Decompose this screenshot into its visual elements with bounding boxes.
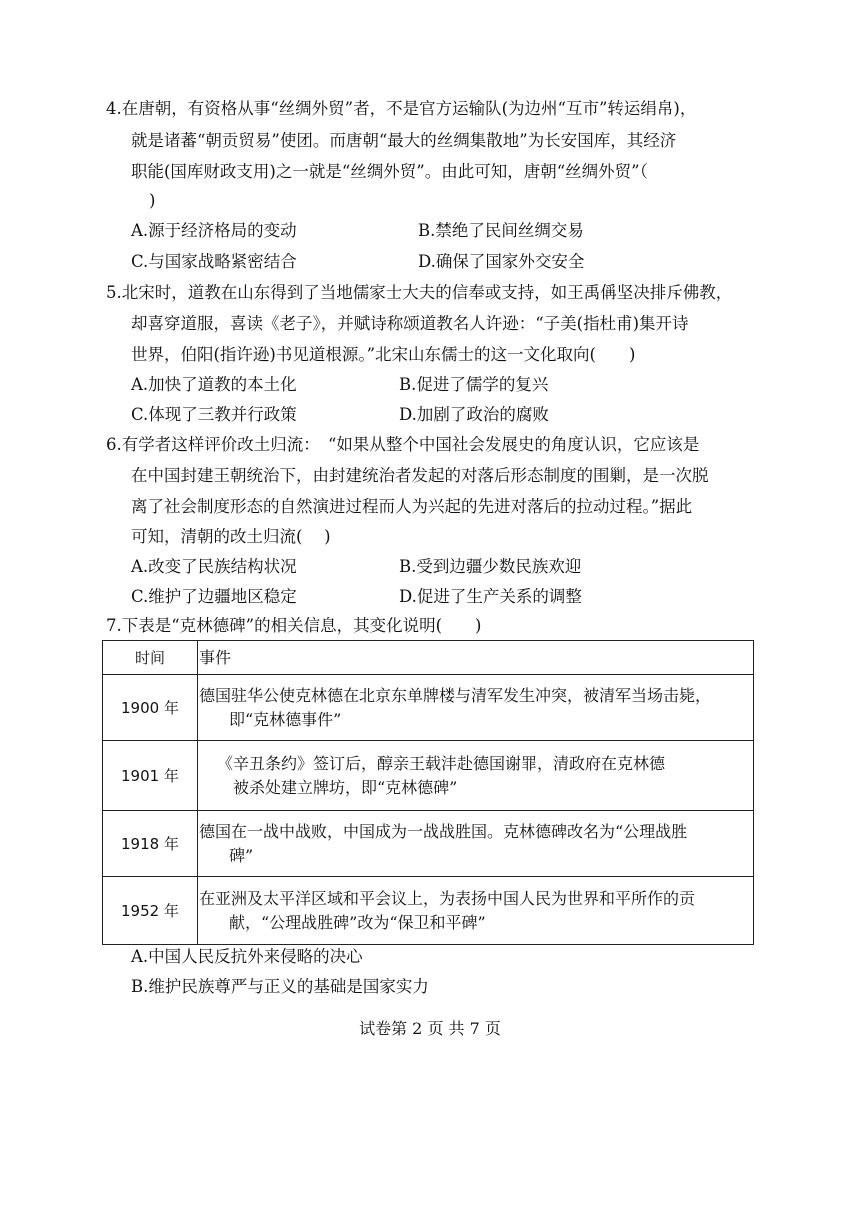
q7-option-b[interactable]: B.维护民族尊严与正义的基础是国家实力 xyxy=(131,977,429,996)
table-row xyxy=(103,811,754,877)
header-time: 时间 xyxy=(103,641,198,675)
row-event xyxy=(198,741,754,811)
q4-stem-line-1: 4.在唐朝，有资格从事“丝绸外贸”者，不是官方运输队(为边州“互市”转运绢帛)， xyxy=(106,99,697,118)
row-event-line-2: 献，“公理战胜碑”改为“保卫和平碑” xyxy=(229,912,486,932)
row-event-line-1: 《辛丑条约》签订后，醇亲王载沣赴德国谢罪，清政府在克林德 xyxy=(217,753,666,773)
table-header-row xyxy=(103,641,754,675)
row-event-line-1: 德国在一战中战败，中国成为一战战胜国。克林德碑改名为“公理战胜 xyxy=(199,821,688,841)
q6-stem-line-1: 6.有学者这样评价改土归流： “如果从整个中国社会发展史的角度认识，它应该是 xyxy=(106,435,700,454)
table-row xyxy=(103,877,754,945)
row-event xyxy=(198,675,754,741)
q6-option-b[interactable]: B.受到边疆少数民族欢迎 xyxy=(399,557,582,576)
row-event xyxy=(198,877,754,945)
table-row xyxy=(103,675,754,741)
row-year: 1901 年 xyxy=(103,741,198,811)
q7-stem: 7.下表是“克林德碑”的相关信息，其变化说明( ) xyxy=(106,616,482,635)
q4-option-b[interactable]: B.禁绝了民间丝绸交易 xyxy=(418,221,584,240)
q5-stem-line-2: 却喜穿道服，喜读《老子》，并赋诗称颂道教名人许逊：“子美(指杜甫)集开诗 xyxy=(131,314,689,333)
q5-option-d[interactable]: D.加剧了政治的腐败 xyxy=(399,405,549,424)
row-event-line-2: 即“克林德事件” xyxy=(229,709,342,729)
row-event-line-1: 德国驻华公使克林德在北京东单牌楼与清军发生冲突，被清军当场击毙， xyxy=(199,685,712,705)
q6-stem-line-2: 在中国封建王朝统治下，由封建统治者发起的对落后形态制度的围剿，是一次脱 xyxy=(131,466,709,485)
row-event-line-2: 被杀处建立牌坊，即“克林德碑” xyxy=(233,777,458,797)
q5-option-a[interactable]: A.加快了道教的本土化 xyxy=(131,375,297,394)
q7-option-a[interactable]: A.中国人民反抗外来侵略的决心 xyxy=(131,947,363,966)
q5-stem-line-3: 世界，伯阳(指许逊)书见道根源。”北宋山东儒士的这一文化取向( ) xyxy=(131,345,636,364)
row-year: 1952 年 xyxy=(103,877,198,945)
q4-option-d[interactable]: D.确保了国家外交安全 xyxy=(418,252,585,271)
q4-stem-line-2: 就是诸蕃“朝贡贸易”使团。而唐朝“最大的丝绸集散地”为长安国库，其经济 xyxy=(131,131,677,150)
row-year: 1918 年 xyxy=(103,811,198,877)
header-event: 事件 xyxy=(198,641,754,675)
row-event-line-2: 碑” xyxy=(229,845,254,865)
q6-stem-line-3: 离了社会制度形态的自然演进过程而人为兴起的先进对落后的拉动过程。”据此 xyxy=(131,497,693,516)
row-event xyxy=(198,811,754,877)
q5-stem-line-1: 5.北宋时，道教在山东得到了当地儒家士大夫的信奉或支持，如王禹偁坚决排斥佛教， xyxy=(106,283,733,302)
q4-option-a[interactable]: A.源于经济格局的变动 xyxy=(131,221,297,240)
q6-option-c[interactable]: C.维护了边疆地区稳定 xyxy=(131,587,297,606)
q4-option-c[interactable]: C.与国家战略紧密结合 xyxy=(131,252,297,271)
klinde-monument-table xyxy=(102,640,754,945)
q6-stem-line-4: 可知，清朝的改土归流( ) xyxy=(131,527,331,546)
row-year: 1900 年 xyxy=(103,675,198,741)
q4-stem-line-4: ) xyxy=(149,191,156,210)
q6-option-d[interactable]: D.促进了生产关系的调整 xyxy=(399,587,582,606)
q6-option-a[interactable]: A.改变了民族结构状况 xyxy=(131,557,297,576)
q5-option-c[interactable]: C.体现了三教并行政策 xyxy=(131,405,297,424)
page-footer: 试卷第 2 页 共 7 页 xyxy=(359,1019,501,1038)
table-row xyxy=(103,741,754,811)
row-event-line-1: 在亚洲及太平洋区域和平会议上，为表扬中国人民为世界和平所作的贡 xyxy=(199,888,696,908)
q4-stem-line-3: 职能(国库财政支用)之一就是“丝绸外贸”。由此可知，唐朝“丝绸外贸”（ xyxy=(131,162,648,181)
q5-option-b[interactable]: B.促进了儒学的复兴 xyxy=(399,375,549,394)
